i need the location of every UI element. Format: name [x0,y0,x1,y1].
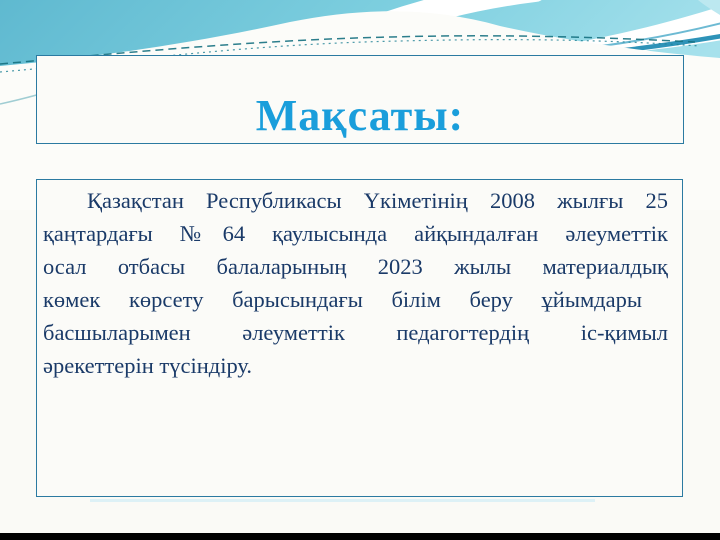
body-line: қаңтардағы №64 қаулысында айқындалған әлеуметтік [43,221,668,246]
body-line: көмек көрсету барысындағы білім беру ұйымдары [43,287,642,312]
accent-line [90,499,595,502]
body-line: осал отбасы балаларының 2023 жылы материалдық [43,254,668,279]
body-line: әрекеттерін түсіндіру. [43,353,253,378]
bottom-bar [0,533,720,540]
body-line: басшыларымен әлеуметтік педагогтердің іс-қимыл [43,320,668,345]
title-box [36,55,684,144]
slide-title: Мақсаты: [255,91,465,140]
body-text-box [36,179,683,497]
body-line: Қазақстан Республикасы Үкіметінің 2008 жылғы 25 [87,188,668,213]
